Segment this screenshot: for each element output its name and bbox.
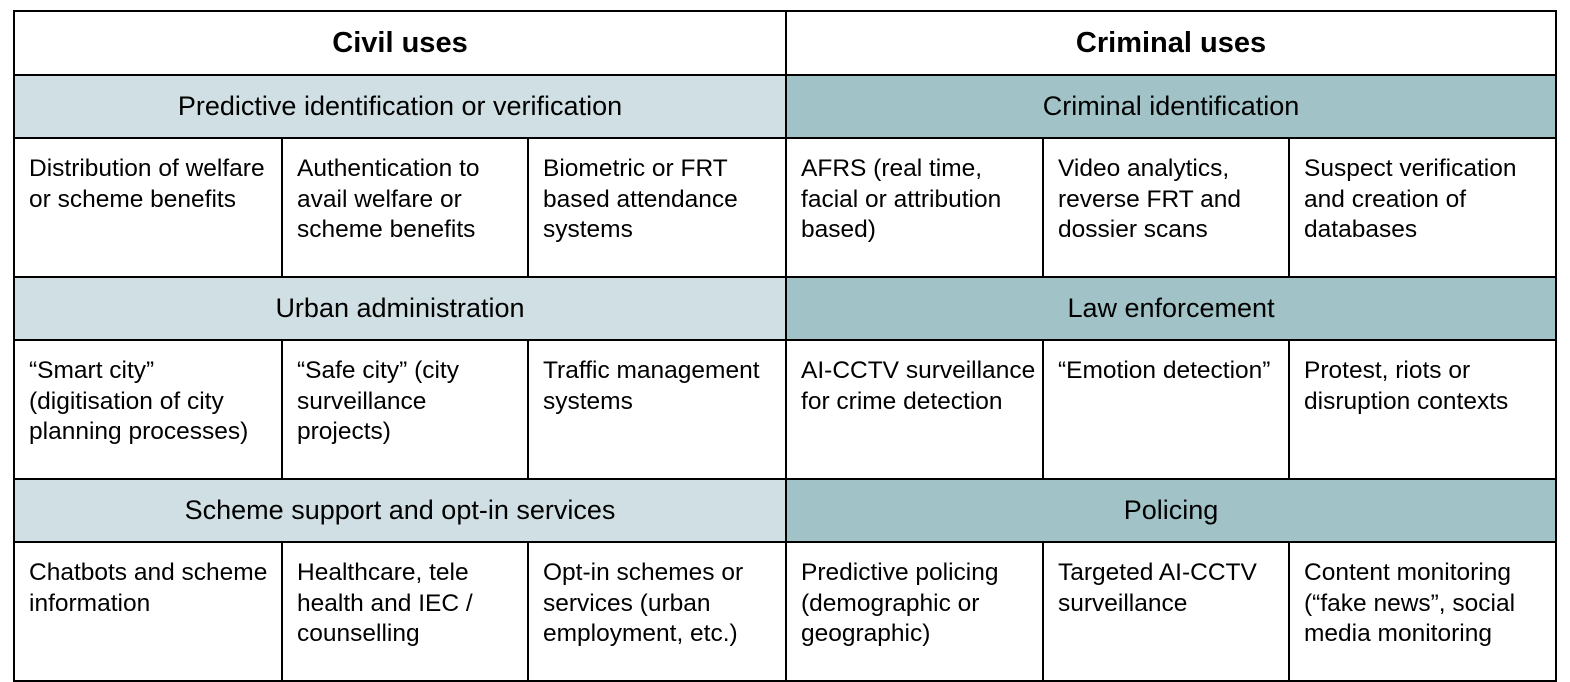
items-row (14, 340, 1556, 479)
civil-section-title: Scheme support and opt-in services (14, 479, 786, 542)
table-cell: Authentication to avail welfare or scheme benefits (282, 138, 528, 277)
column-header-row (14, 11, 1556, 75)
table-cell: Suspect verification and creation of databases (1289, 138, 1556, 277)
table-cell: Content monitoring (“fake news”, social media monitoring (1289, 542, 1556, 681)
table-cell: Biometric or FRT based attendance systems (528, 138, 786, 277)
civil-section-title: Predictive identification or verification (14, 75, 786, 138)
table-cell: AI-CCTV surveillance for crime detection (786, 340, 1043, 479)
table-cell: Chatbots and scheme information (14, 542, 282, 681)
section-band-row (14, 479, 1556, 542)
civil-section-title: Urban administration (14, 277, 786, 340)
section-band-row (14, 277, 1556, 340)
table-cell: Traffic management systems (528, 340, 786, 479)
uses-table (13, 10, 1557, 682)
criminal-section-title: Policing (786, 479, 1556, 542)
criminal-section-title: Criminal identification (786, 75, 1556, 138)
items-row (14, 542, 1556, 681)
table-cell: Predictive policing (demographic or geographic) (786, 542, 1043, 681)
table-cell: “Emotion detection” (1043, 340, 1289, 479)
table-cell: Video analytics, reverse FRT and dossier scans (1043, 138, 1289, 277)
items-row (14, 138, 1556, 277)
table-cell: “Safe city” (city surveillance projects) (282, 340, 528, 479)
table-cell: Opt-in schemes or services (urban employment, etc.) (528, 542, 786, 681)
table-cell: AFRS (real time, facial or attribution based) (786, 138, 1043, 277)
table-cell: Targeted AI-CCTV surveillance (1043, 542, 1289, 681)
table-cell: Protest, riots or disruption contexts (1289, 340, 1556, 479)
table-cell: “Smart city” (digitisation of city planning processes) (14, 340, 282, 479)
civil-uses-header: Civil uses (14, 11, 786, 75)
criminal-section-title: Law enforcement (786, 277, 1556, 340)
section-band-row (14, 75, 1556, 138)
table-cell: Healthcare, tele health and IEC / counselling (282, 542, 528, 681)
table-cell: Distribution of welfare or scheme benefits (14, 138, 282, 277)
criminal-uses-header: Criminal uses (786, 11, 1556, 75)
